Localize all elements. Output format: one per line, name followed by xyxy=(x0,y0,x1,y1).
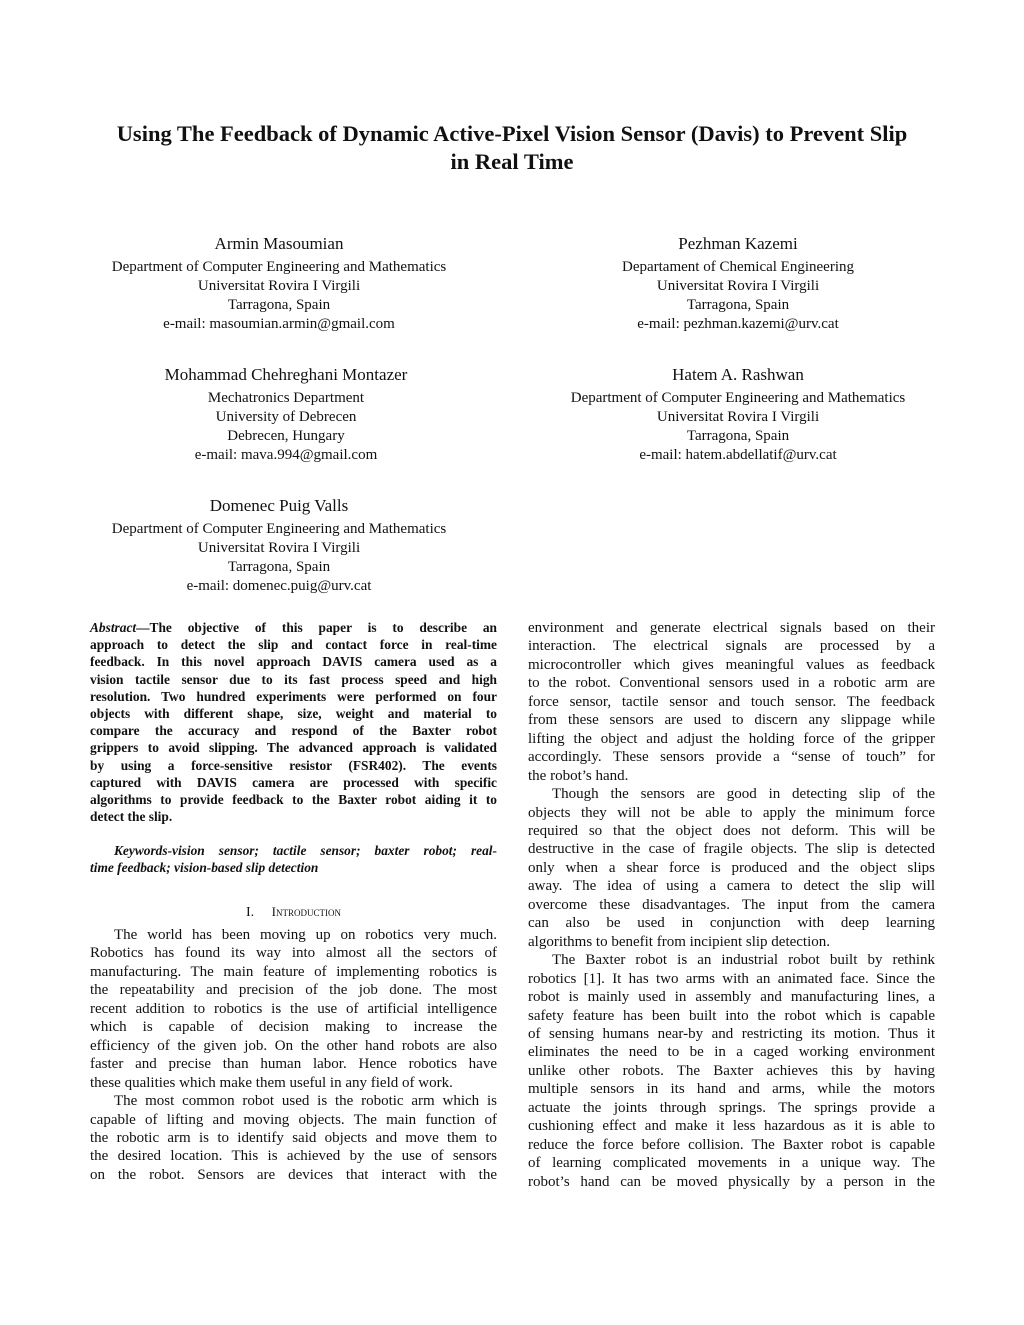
paragraph-line: robotics [1]. It has two arms with an animated face. Since the xyxy=(528,970,935,987)
abstract-label: Abstract xyxy=(90,620,137,635)
paragraph-line: multiple sensors in its hand and arms, while the motors xyxy=(528,1081,935,1098)
keywords xyxy=(90,842,497,876)
paragraph-line: microcontroller which gives meaningful values as feedback xyxy=(528,656,935,673)
paragraph-line: accordingly. These sensors provide a “sense of touch” for xyxy=(528,749,935,766)
author-affiliation-line: Tarragona, Spain xyxy=(686,428,790,444)
paragraph-line: robot is mainly used in assembly and manufacturing lines, a xyxy=(528,989,935,1006)
author-affiliation-line: Debrecen, Hungary xyxy=(227,428,345,444)
paragraph-line: interaction. The electrical signals are processed by a xyxy=(528,638,935,655)
author-affiliation-line: Department of Computer Engineering and Mathematics xyxy=(111,259,447,275)
author-affiliation-line: Departament of Chemical Engineering xyxy=(622,259,854,275)
author-affiliation-line: Tarragona, Spain xyxy=(227,559,331,575)
author-name: Armin Masoumian xyxy=(214,234,344,253)
author-affiliation-line: Department of Computer Engineering and Mathematics xyxy=(570,390,906,406)
author-name: Hatem A. Rashwan xyxy=(672,365,804,384)
paragraph-line: which is capable of decision making to increase the xyxy=(90,1019,497,1036)
paragraph-line: The Baxter robot is an industrial robot built by rethink xyxy=(552,952,935,969)
author-name: Domenec Puig Valls xyxy=(209,496,349,515)
paragraph-line: only when a shear force is produced and the object slips xyxy=(528,859,935,876)
paragraph-line: lifting the object and adjust the holding force of the gripper xyxy=(528,730,935,747)
title-line: Using The Feedback of Dynamic Active-Pixel Vision Sensor (Davis) to Prevent Slip xyxy=(116,121,908,146)
section-number: I. xyxy=(246,905,255,920)
paragraph-line: away. The idea of using a camera to detect the slip will xyxy=(528,878,935,895)
paragraph-line: faster and precise than human labor. Hence robotics have xyxy=(90,1056,497,1073)
keywords-line: time feedback; vision-based slip detection xyxy=(90,860,319,876)
title-line: in Real Time xyxy=(450,149,574,174)
paragraph-line: algorithms to benefit from incipient slip detection. xyxy=(528,933,831,950)
paragraph-line: of sensing humans near-by and restricting its motion. Thus it xyxy=(528,1025,935,1042)
paragraph-line: eliminates the need to be in a caged working environment xyxy=(528,1044,935,1061)
author-affiliation-line: Department of Computer Engineering and Mathematics xyxy=(111,521,447,537)
author-block xyxy=(59,496,499,596)
paragraph-line: Robotics has found its way into almost all the sectors of xyxy=(90,945,497,962)
paragraph-line: to the robot. Conventional sensors used in a robotic arm are xyxy=(528,675,935,692)
paragraph-line: robot’s hand can be moved physically by a person in the xyxy=(528,1173,935,1190)
paragraph-line: force sensor, tactile sensor and touch sensor. The feedback xyxy=(528,693,935,710)
paragraph-line: The world has been moving up on robotics very much. xyxy=(114,927,497,943)
author-affiliation-line: Tarragona, Spain xyxy=(686,297,790,313)
author-block xyxy=(59,234,499,334)
section-title: Introduction xyxy=(271,904,341,919)
author-affiliation-line: Mechatronics Department xyxy=(207,390,365,406)
section-heading xyxy=(90,903,497,922)
author-block xyxy=(518,365,958,465)
paragraph-line: capable of lifting and moving objects. The main function of xyxy=(90,1111,497,1128)
paragraph-line: environment and generate electrical signals based on their xyxy=(528,620,935,636)
author-block xyxy=(518,234,958,334)
abstract-line: compare the accuracy and respond of the Baxter robot xyxy=(90,723,497,739)
paragraph-line: required so that the object does not deform. This will be xyxy=(528,822,935,839)
author-affiliation-line: Universitat Rovira I Virgili xyxy=(656,409,820,425)
abstract-text: —The objective of this paper is to describe an xyxy=(136,620,497,635)
paragraph-line: overcome these disadvantages. The input from the camera xyxy=(528,896,935,913)
abstract-line: resolution. Two hundred experiments were performed on four xyxy=(90,688,497,704)
abstract xyxy=(90,619,497,825)
abstract-line: by using a force-sensitive resistor (FSR402). The events xyxy=(90,757,497,773)
author-block xyxy=(66,365,506,465)
paragraph-line: objects they will not be able to apply the minimum force xyxy=(528,804,935,821)
abstract-line: approach to detect the slip and contact force in real-time xyxy=(90,637,497,653)
author-affiliation-line: e-mail: domenec.puig@urv.cat xyxy=(186,578,372,594)
abstract-line: grippers to avoid slipping. The advanced approach is validated xyxy=(90,740,497,756)
paragraph-line: reduce the force before collision. The Baxter robot is capable xyxy=(528,1136,935,1153)
paragraph-line: on the robot. Sensors are devices that interact with the xyxy=(90,1166,497,1183)
paragraph-line: Though the sensors are good in detecting slip of the xyxy=(552,786,935,803)
author-affiliation-line: Universitat Rovira I Virgili xyxy=(656,278,820,294)
author-affiliation-line: Universitat Rovira I Virgili xyxy=(197,540,361,556)
author-affiliation-line: e-mail: pezhman.kazemi@urv.cat xyxy=(637,316,839,332)
paragraph-line: actuate the joints through springs. The springs provide a xyxy=(528,1099,935,1116)
abstract-line: vision tactile sensor due to its fast process speed and high xyxy=(90,671,497,687)
paragraph-line: safety feature has been built into the robot which is capable xyxy=(528,1007,935,1024)
paragraph-line: destructive in the case of fragile objects. The slip is detected xyxy=(528,841,935,858)
paragraph-line: from these sensors are used to discern any slippage while xyxy=(528,712,935,729)
author-affiliation-line: Tarragona, Spain xyxy=(227,297,331,313)
paragraph-line: these qualities which make them useful in any field of work. xyxy=(90,1074,453,1091)
author-name: Pezhman Kazemi xyxy=(678,234,798,253)
paper-title xyxy=(60,120,964,176)
abstract-line: feedback. In this novel approach DAVIS camera used as a xyxy=(90,654,497,670)
paragraph-line: manufacturing. The main feature of implementing robotics is xyxy=(90,963,497,980)
keywords-line: Keywords-vision sensor; tactile sensor; baxter robot; real- xyxy=(114,843,497,858)
paragraph-line: the robotic arm is to identify said objects and move them to xyxy=(90,1129,497,1146)
abstract-line: objects with different shape, size, weight and material to xyxy=(90,706,497,722)
abstract-line: algorithms to provide feedback to the Baxter robot aiding it to xyxy=(90,792,497,808)
paragraph-line: The most common robot used is the robotic arm which is xyxy=(114,1093,497,1110)
paragraph-line: recent addition to robotics is the use of artificial intelligence xyxy=(90,1000,497,1017)
author-affiliation-line: e-mail: hatem.abdellatif@urv.cat xyxy=(639,447,837,463)
author-affiliation-line: e-mail: masoumian.armin@gmail.com xyxy=(163,316,395,332)
paragraph-line: the robot’s hand. xyxy=(528,767,629,784)
paragraph-line: can also be used in conjunction with deep learning xyxy=(528,915,935,932)
author-affiliation-line: Universitat Rovira I Virgili xyxy=(197,278,361,294)
paragraph-line: unlike other robots. The Baxter achieves this by having xyxy=(528,1062,935,1079)
abstract-line: detect the slip. xyxy=(90,809,173,825)
author-affiliation-line: University of Debrecen xyxy=(215,409,357,425)
paragraph-line: cushioning effect and make it less hazardous as it is able to xyxy=(528,1118,935,1135)
paragraph-line: efficiency of the given job. On the other hand robots are also xyxy=(90,1037,497,1054)
paragraph-line: of learning complicated movements in a unique way. The xyxy=(528,1155,935,1172)
paragraph-line: the desired location. This is achieved by the use of sensors xyxy=(90,1148,497,1165)
right-column-text xyxy=(528,619,935,1191)
paragraph-line: the repeatability and precision of the job done. The most xyxy=(90,982,497,999)
abstract-line xyxy=(90,619,497,636)
author-affiliation-line: e-mail: mava.994@gmail.com xyxy=(194,447,378,463)
author-name: Mohammad Chehreghani Montazer xyxy=(164,365,408,384)
left-column-text xyxy=(90,926,497,1184)
abstract-line: captured with DAVIS camera are processed with specific xyxy=(90,774,497,790)
